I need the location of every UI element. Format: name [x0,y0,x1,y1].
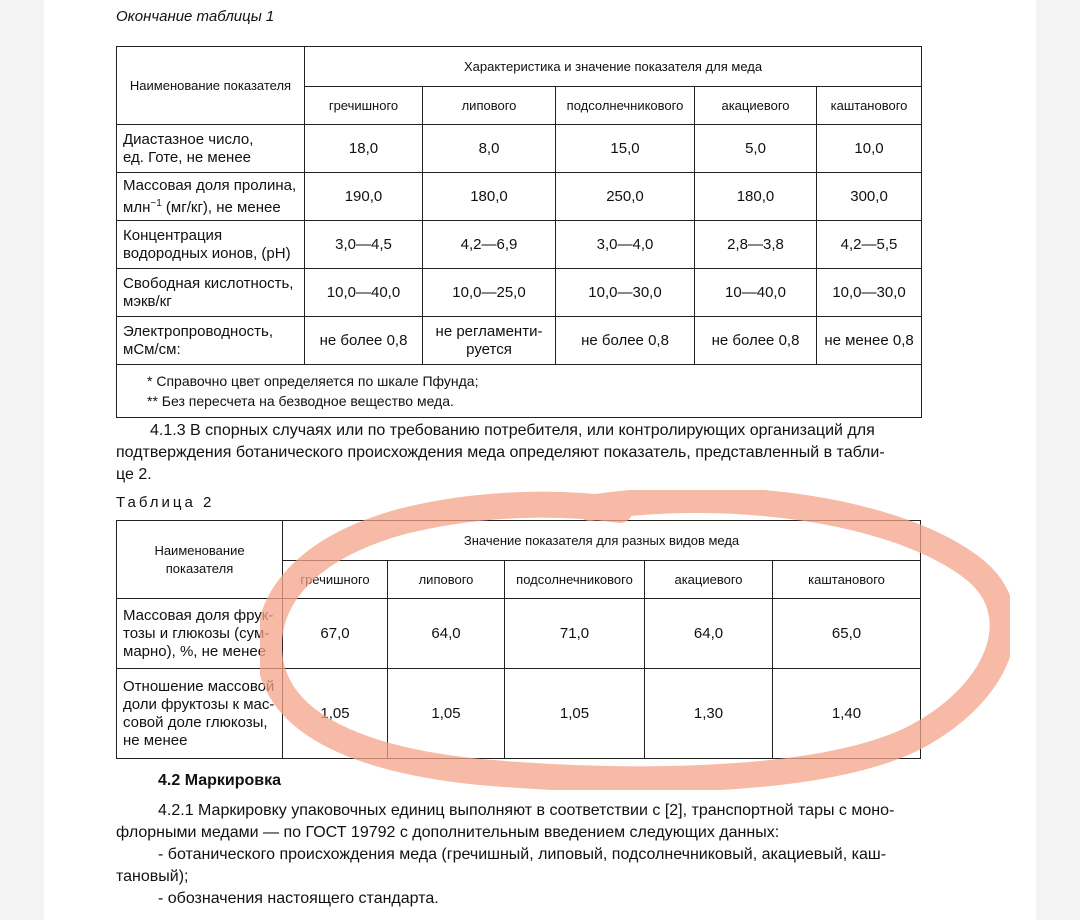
table1-col-header: липового [423,87,556,125]
table-row [117,599,921,669]
section-heading: 4.2 Маркировка [158,772,282,789]
table-cell: 10,0—30,0 [556,269,695,317]
table-cell: 190,0 [305,173,423,221]
table2-col-header: акациевого [645,561,773,599]
table-row [117,173,922,221]
paragraph-line: флорными медами — по ГОСТ 19792 с дополнительным введением следующих данных: [116,824,780,841]
table2-col-header: подсолнечникового [505,561,645,599]
table1-note: * Справочно цвет определяется по шкале Пфунда; [147,373,479,389]
table1-note: ** Без пересчета на безводное вещество меда. [147,393,454,409]
table1-notes [117,365,922,418]
table-cell: не более 0,8 [695,317,817,365]
table1-col-header: гречишного [305,87,423,125]
table-cell: 1,05 [283,669,388,759]
table-cell: 64,0 [645,599,773,669]
row-name: ед. Готе, не менее [123,148,252,166]
table-cell: 4,2—6,9 [423,221,556,269]
row-name: Концентрация [123,226,223,244]
table-cell: 8,0 [423,125,556,173]
table-cell: не более 0,8 [556,317,695,365]
table-cell: 71,0 [505,599,645,669]
table-cell: 10,0—40,0 [305,269,423,317]
row-name-cell [117,173,305,221]
table-cell: 1,05 [388,669,505,759]
table1-col-header: подсолнечникового [556,87,695,125]
paragraph-4-1-3 [116,420,921,486]
table2-col-header: каштанового [773,561,921,599]
table2-col-header: липового [388,561,505,599]
table-cell: 250,0 [556,173,695,221]
row-name: Свободная кислотность, [123,274,294,292]
paragraph-4-2-1 [116,800,921,910]
table-cell: 10—40,0 [695,269,817,317]
row-name: мэкв/кг [123,292,172,310]
row-name: Массовая доля фрук- тозы и глюкозы (сум- марно), %, не менее [117,599,283,669]
table-cell: 1,05 [505,669,645,759]
table-cell: 65,0 [773,599,921,669]
list-item: - ботанического происхождения меда (гречишный, липовый, подсолнечниковый, акациевый, каш- [158,846,887,863]
table1 [116,46,922,418]
row-name: Диастазное число, [123,130,254,148]
table-cell: не более 0,8 [305,317,423,365]
row-name: (мг/кг), не менее [161,198,281,216]
table-cell: 10,0—30,0 [817,269,922,317]
table1-caption: Окончание таблицы 1 [116,8,275,25]
row-name-cell [117,125,305,173]
table-cell: 1,30 [645,669,773,759]
row-name: мСм/см: [123,340,181,358]
list-item: тановый); [116,868,189,885]
paragraph-line: подтверждения ботанического происхождения меда определяют показатель, представленный в табли- [116,444,885,461]
row-name: водородных ионов, (pH) [123,244,291,262]
table-cell: 3,0—4,0 [556,221,695,269]
table-cell: не регламенти- руется [423,317,556,365]
table-row [117,221,922,269]
table2-caption: Таблица 2 [116,494,215,511]
table-cell: 4,2—5,5 [817,221,922,269]
row-name-cell [117,221,305,269]
table2-header-name: Наименование показателя [117,521,283,599]
row-name: Массовая доля пролина, [123,176,297,194]
superscript: −1 [150,197,162,209]
table-cell: 15,0 [556,125,695,173]
table-cell: 5,0 [695,125,817,173]
table-cell: 180,0 [423,173,556,221]
table1-header-name: Наименование показателя [117,47,305,125]
table-cell: 1,40 [773,669,921,759]
table-cell: 3,0—4,5 [305,221,423,269]
table-cell: 180,0 [695,173,817,221]
list-item: - обозначения настоящего стандарта. [158,890,439,907]
table-cell: 2,8—3,8 [695,221,817,269]
table-cell: 64,0 [388,599,505,669]
table1-col-header: акациевого [695,87,817,125]
table-row [117,317,922,365]
table2 [116,520,921,759]
table2-header-group: Значение показателя для разных видов меда [283,521,921,561]
row-name: Отношение массовой доли фруктозы к мас- совой доле глюкозы, не менее [117,669,283,759]
table-cell: не менее 0,8 [817,317,922,365]
row-name: Электропроводность, [123,322,274,340]
table-row [117,669,921,759]
table-row [117,269,922,317]
table1-header-group: Характеристика и значение показателя для меда [305,47,922,87]
row-name-cell [117,269,305,317]
table-cell: 67,0 [283,599,388,669]
paragraph-line: це 2. [116,466,152,483]
table1-col-header: каштанового [817,87,922,125]
table-cell: 10,0 [817,125,922,173]
row-name: млн [123,198,151,216]
paragraph-line: 4.2.1 Маркировку упаковочных единиц выполняют в соответствии с [2], транспортной тары с моно- [158,802,895,819]
table-cell: 300,0 [817,173,922,221]
table-row [117,125,922,173]
paragraph-line: 4.1.3 В спорных случаях или по требованию потребителя, или контролирующих организаций для [150,422,875,439]
row-name-cell [117,317,305,365]
document-page [44,0,1036,920]
table2-col-header: гречишного [283,561,388,599]
table-cell: 18,0 [305,125,423,173]
table-cell: 10,0—25,0 [423,269,556,317]
